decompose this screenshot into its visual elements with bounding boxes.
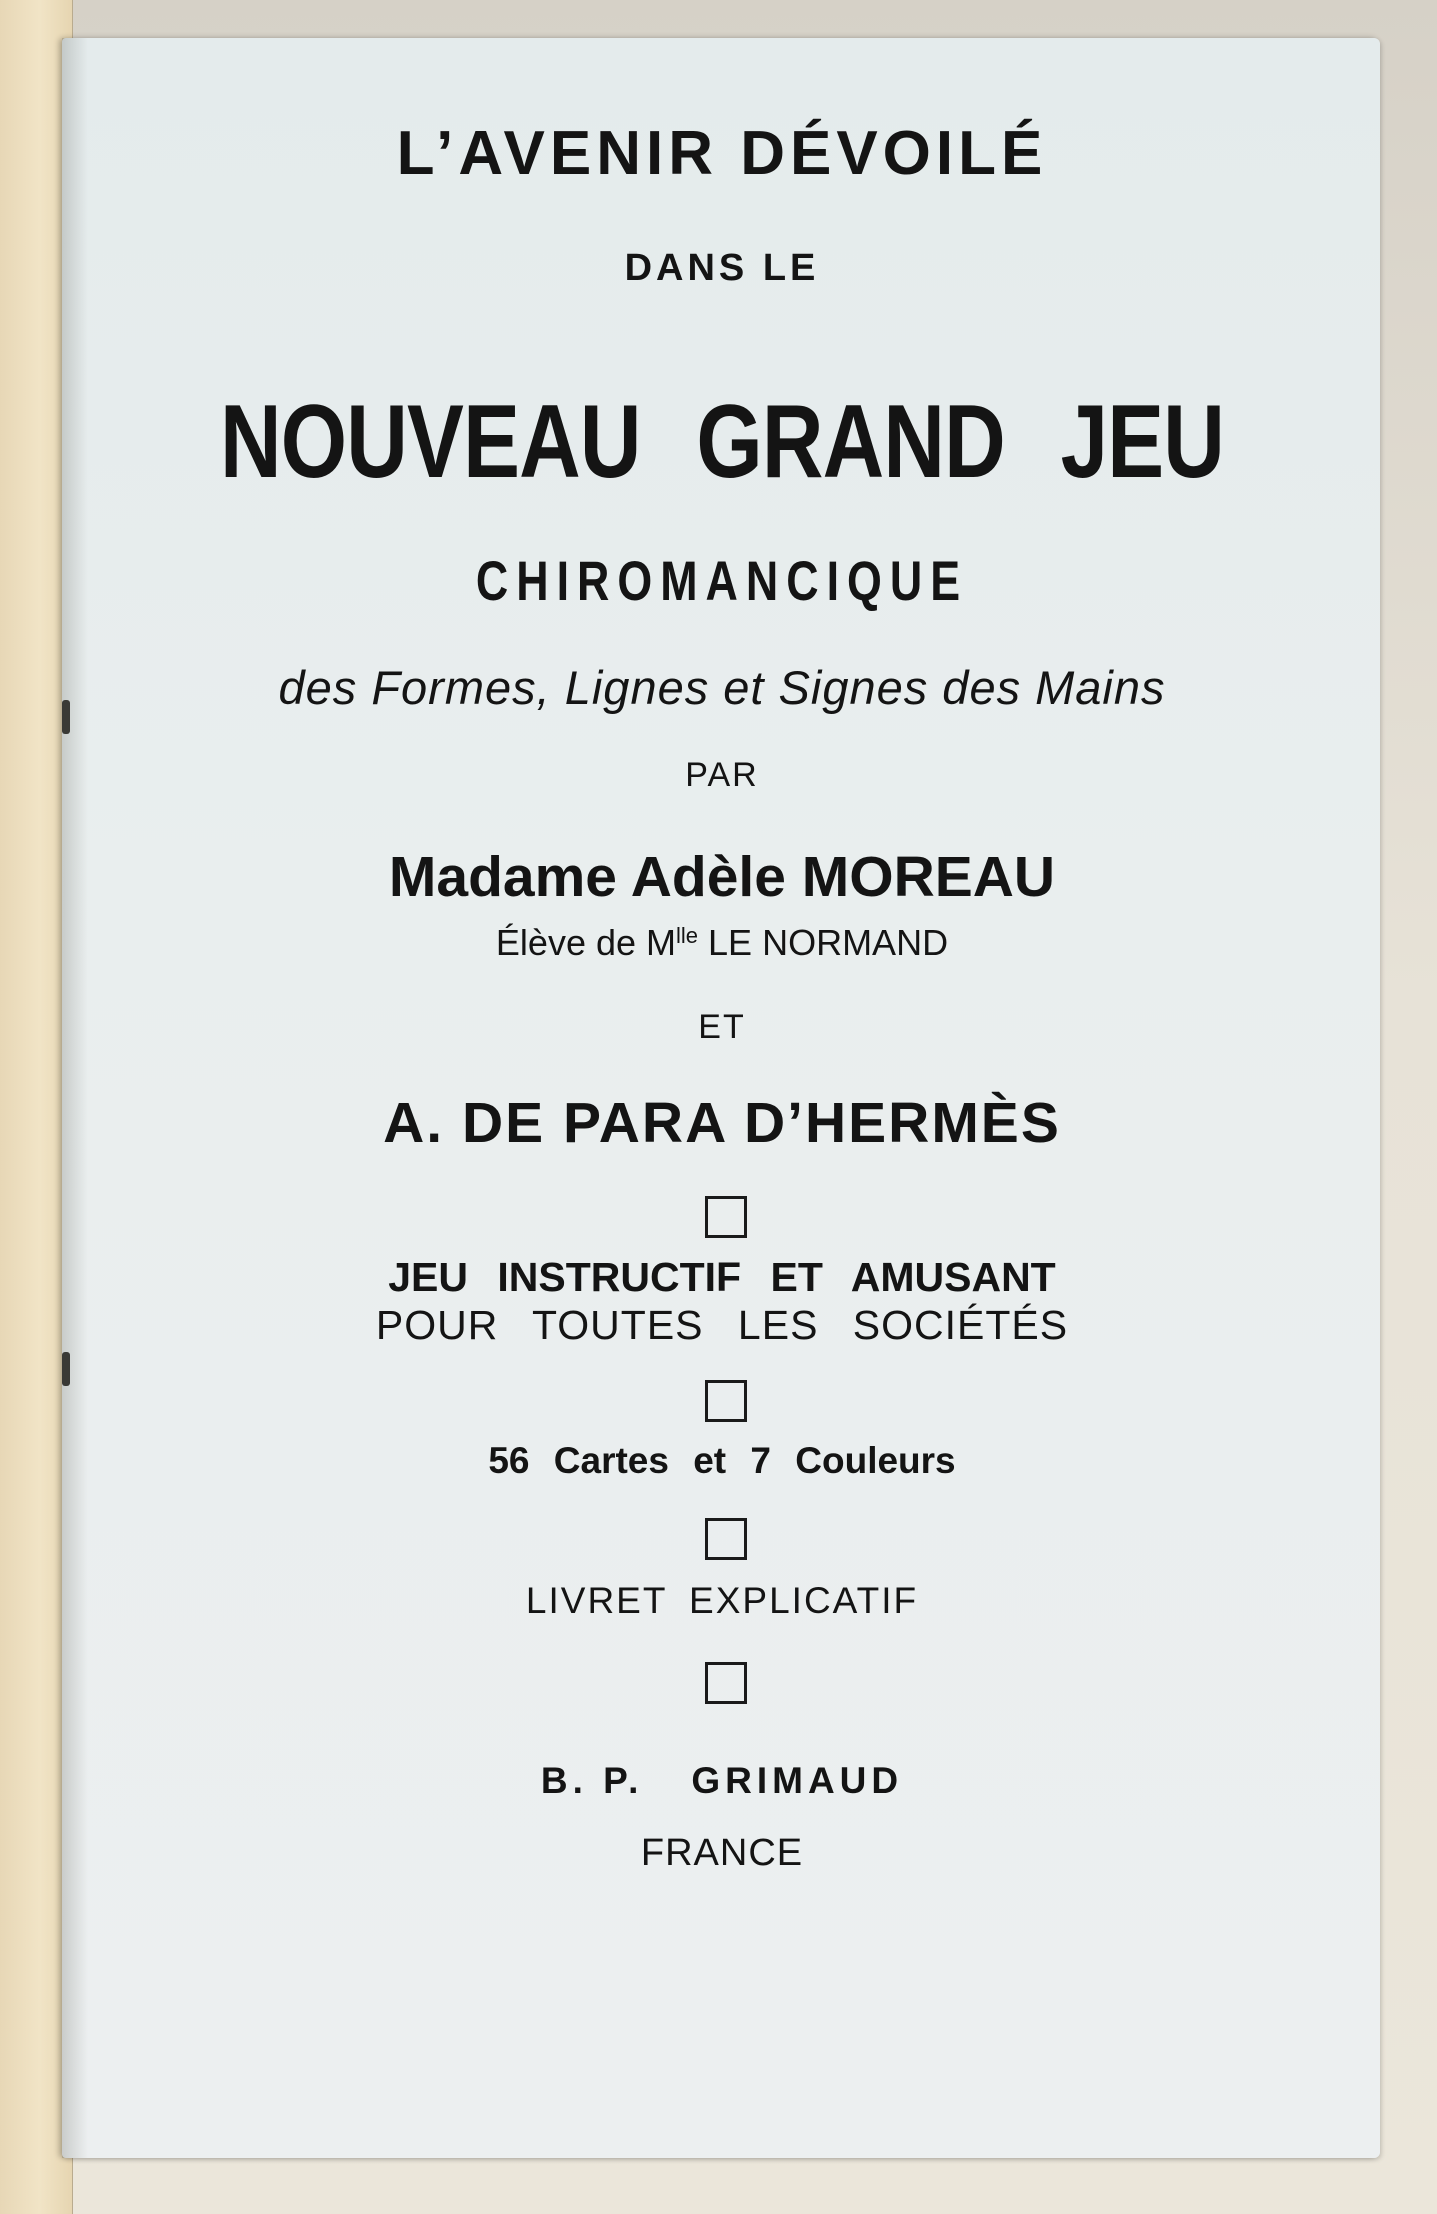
country: FRANCE xyxy=(640,1832,804,1874)
ornament-square-4 xyxy=(705,1662,747,1704)
title-line-1: L’AVENIR DÉVOILÉ xyxy=(396,119,1048,188)
subtitle: des Formes, Lignes et Signes des Mains xyxy=(278,661,1166,714)
main-title: NOUVEAU GRAND JEU xyxy=(219,384,1225,500)
tagline-2: POUR TOUTES LES SOCIÉTÉS xyxy=(375,1302,1069,1348)
author-2: A. DE PARA D’HERMÈS xyxy=(383,1091,1061,1155)
author-1-note-sup: lle xyxy=(676,923,699,948)
publisher-initials: B. P. xyxy=(540,1760,644,1801)
staple-top xyxy=(62,700,70,734)
author-1-note-prefix: Élève de M xyxy=(495,922,677,963)
staple-bottom xyxy=(62,1352,70,1386)
title-line-2: DANS LE xyxy=(624,247,820,289)
publisher xyxy=(82,1760,1362,1802)
ornament-square-1 xyxy=(705,1196,747,1238)
ornament-square-3 xyxy=(705,1518,747,1560)
title-line-4: CHIROMANCIQUE xyxy=(475,549,969,612)
author-1-note xyxy=(82,922,1362,964)
tagline-1: JEU INSTRUCTIF ET AMUSANT xyxy=(388,1254,1056,1300)
and-label: ET xyxy=(698,1008,746,1046)
publisher-name: GRIMAUD xyxy=(691,1760,904,1801)
booklet-label: LIVRET EXPLICATIF xyxy=(525,1580,919,1621)
cards-info: 56 Cartes et 7 Couleurs xyxy=(488,1440,956,1481)
author-1: Madame Adèle MOREAU xyxy=(388,845,1056,909)
by-label: PAR xyxy=(685,756,759,794)
ornament-square-2 xyxy=(705,1380,747,1422)
author-1-note-suffix: LE NORMAND xyxy=(698,922,949,963)
